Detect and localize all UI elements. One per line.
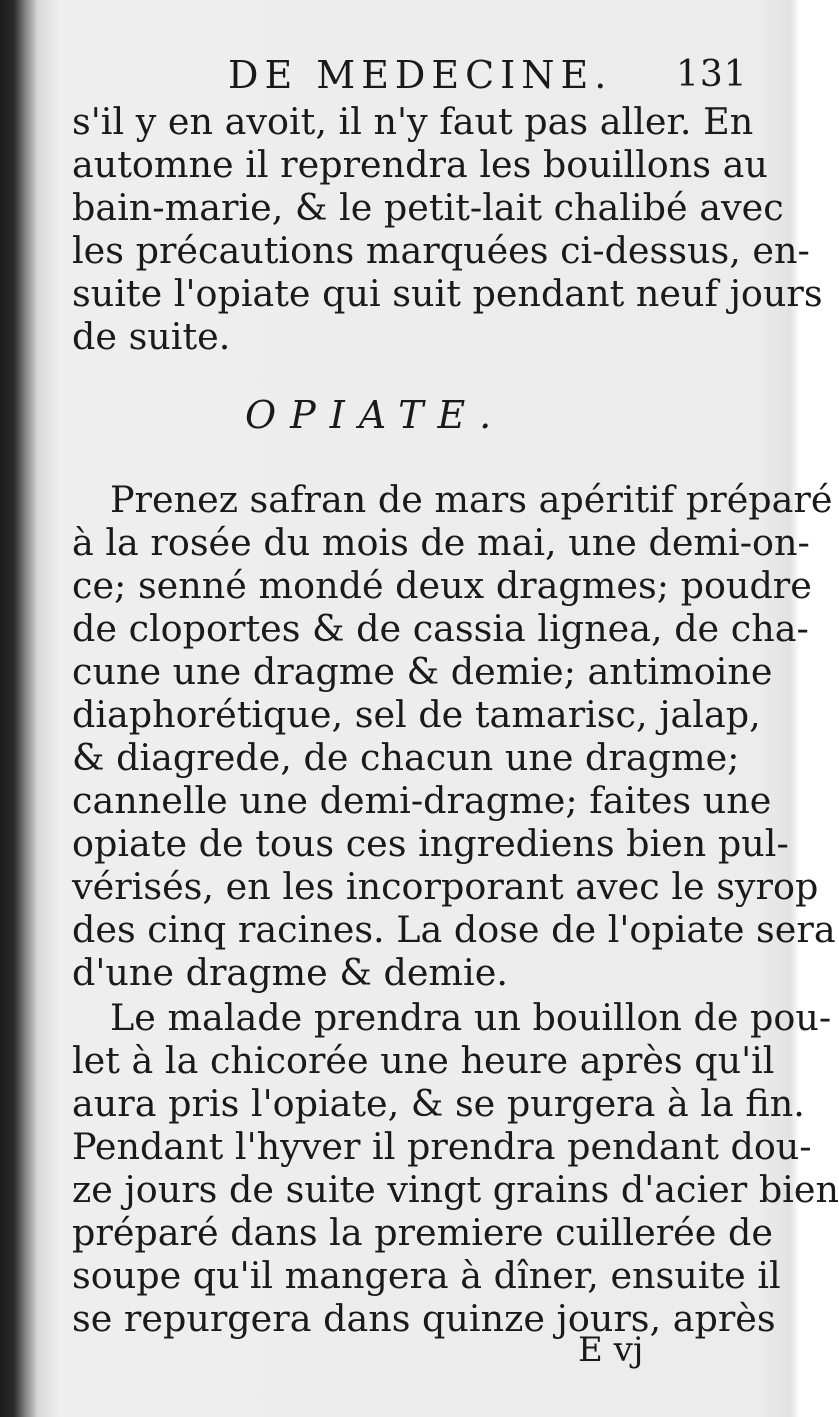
running-title: DE MEDECINE. bbox=[228, 53, 613, 97]
text-line: opiate de tous ces ingrediens bien pul- bbox=[72, 822, 789, 865]
text-line: préparé dans la premiere cuillerée de bbox=[72, 1211, 773, 1254]
text-line: Prenez safran de mars apéritif préparé bbox=[110, 478, 833, 521]
text-line: de cloportes & de cassia lignea, de cha- bbox=[72, 607, 809, 650]
paragraph-continuation bbox=[72, 100, 823, 358]
text-line: cune une dragme & demie; antimoine bbox=[72, 650, 773, 693]
text-line: les précautions marquées ci-dessus, en- bbox=[72, 229, 810, 272]
text-line: des cinq racines. La dose de l'opiate sera bbox=[72, 908, 836, 951]
text-line: vérisés, en les incorporant avec le syrop bbox=[72, 865, 819, 908]
text-line: suite l'opiate qui suit pendant neuf jours bbox=[72, 272, 823, 315]
text-line: de suite. bbox=[72, 315, 231, 358]
text-line: ze jours de suite vingt grains d'acier bien bbox=[72, 1168, 839, 1211]
page-number: 131 bbox=[676, 54, 748, 95]
text-line: bain-marie, & le petit-lait chalibé avec bbox=[72, 186, 784, 229]
paragraph-instructions bbox=[72, 996, 839, 1340]
text-line: diaphorétique, sel de tamarisc, jalap, bbox=[72, 693, 761, 736]
text-line: automne il reprendra les bouillons au bbox=[72, 143, 768, 186]
text-line: soupe qu'il mangera à dîner, ensuite il bbox=[72, 1254, 781, 1297]
text-line: se repurgera dans quinze jours, après bbox=[72, 1297, 776, 1340]
text-line: s'il y en avoit, il n'y faut pas aller. En bbox=[72, 100, 754, 143]
page-header bbox=[0, 52, 800, 98]
text-line: à la rosée du mois de mai, une demi-on- bbox=[72, 521, 810, 564]
text-line: ce; senné mondé deux dragmes; poudre bbox=[72, 564, 812, 607]
text-line: d'une dragme & demie. bbox=[72, 951, 508, 994]
section-heading-text: OPIATE. bbox=[245, 393, 506, 437]
text-line: Pendant l'hyver il prendra pendant dou- bbox=[72, 1125, 812, 1168]
text-line: Le malade prendra un bouillon de pou- bbox=[110, 996, 832, 1039]
signature-mark: E vj bbox=[578, 1330, 644, 1370]
paragraph-recipe bbox=[72, 478, 836, 994]
text-line: let à la chicorée une heure après qu'il bbox=[72, 1039, 775, 1082]
text-line: aura pris l'opiate, & se purgera à la fin. bbox=[72, 1082, 805, 1125]
text-line: cannelle une demi-dragme; faites une bbox=[72, 779, 772, 822]
text-line: & diagrede, de chacun une dragme; bbox=[72, 736, 740, 779]
